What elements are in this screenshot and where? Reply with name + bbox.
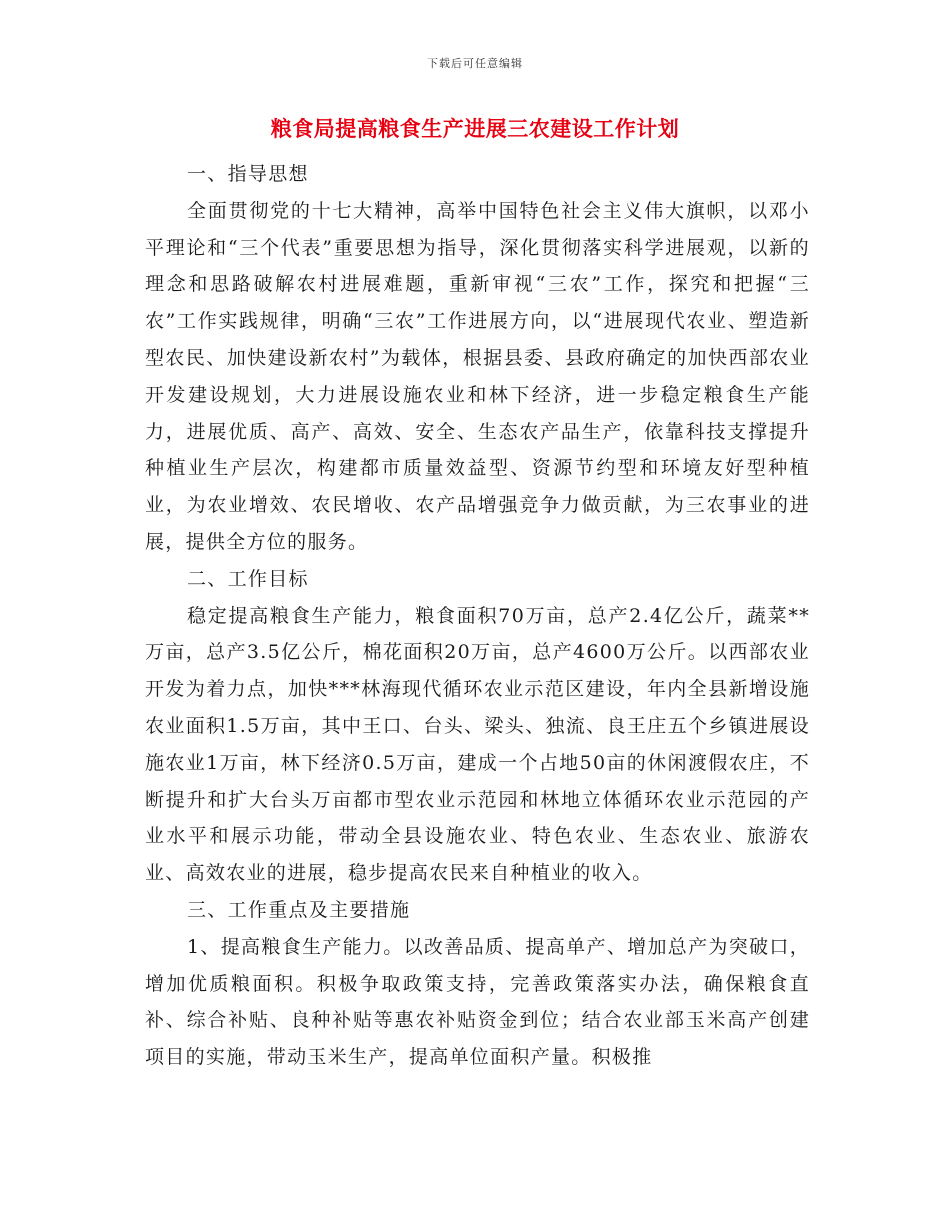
document-body: [145, 156, 810, 1076]
section-heading-guiding-ideology: 一、指导思想: [187, 163, 309, 185]
document-title: 粮食局提高粮食生产进展三农建设工作计划: [270, 116, 680, 141]
section-heading-work-goals: 二、工作目标: [187, 567, 309, 590]
section-heading-key-measures: 三、工作重点及主要措施: [187, 898, 411, 921]
paragraph-guiding-ideology: 全面贯彻党的十七大精神，高举中国特色社会主义伟大旗帜，以邓小平理论和“三个代表”重要思想为指导，深化贯彻落实科学进展观，以新的理念和思路破解农村进展难题，重新审视“三农”工作，探究和把握“三农”工作实践规律，明确“三农”工作进展方向，以“进展现代农业、塑造新型农民、加快建设新农村”为载体，根据县委、县政府确定的加快西部农业开发建设规划，大力进展设施农业和林下经济，进一步稳定粮食生产能力，进展优质、高产、高效、安全、生态农产品生产，依靠科技支撑提升种植业生产层次，构建都市质量效益型、资源节约型和环境友好型种植业，为农业增效、农民增收、农产品增强竞争力做贡献，为三农事业的进展，提供全方位的服务。: [145, 199, 810, 553]
page-header-note: 下载后可任意编辑: [427, 57, 523, 70]
paragraph-grain-capacity: 1、提高粮食生产能力。以改善品质、提高单产、增加总产为突破口，增加优质粮面积。积极争取政策支持，完善政策落实办法，确保粮食直补、综合补贴、良种补贴等惠农补贴资金到位；结合农业部玉米高产创建项目的实施，带动玉米生产，提高单位面积产量。积极推: [145, 935, 810, 1069]
paragraph-work-goals: 稳定提高粮食生产能力，粮食面积70万亩，总产2.4亿公斤，蔬菜**万亩，总产3.5亿公斤，棉花面积20万亩，总产4600万公斤。以西部农业开发为着力点，加快***林海现代循环农业示范区建设，年内全县新增设施农业面积1.5万亩，其中王口、台头、梁头、独流、良王庄五个乡镇进展设施农业1万亩，林下经济0.5万亩，建成一个占地50亩的休闲渡假农庄，不断提升和扩大台头万亩都市型农业示范园和林地立体循环农业示范园的产业水平和展示功能，带动全县设施农业、特色农业、生态农业、旅游农业、高效农业的进展，稳步提高农民来自种植业的收入。: [145, 604, 810, 885]
